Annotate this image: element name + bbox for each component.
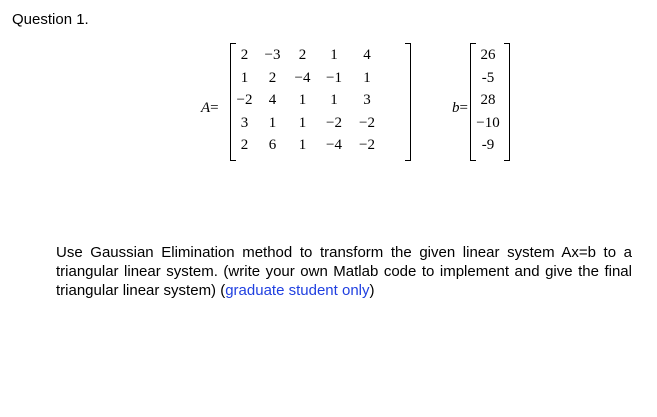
matrix-A-cell: −2 [326, 114, 342, 131]
matrix-A-cell: −4 [294, 69, 311, 86]
vector-b-symbol: b [452, 100, 460, 116]
vector-b-cell: -5 [481, 69, 495, 86]
matrix-A-cell: 2 [240, 137, 249, 153]
graduate-only-note: graduate student only [225, 282, 370, 299]
vector-b-label [452, 99, 468, 117]
matrix-A-cell: −2 [236, 92, 253, 108]
matrix-A-cell: 4 [268, 92, 277, 108]
matrix-A-right-bracket [405, 43, 411, 161]
matrix-A-equals: = [210, 100, 219, 116]
vector-b-equals: = [459, 100, 468, 116]
instructions-text: Use Gaussian Elimination method to transform the given linear system Ax=b to a triangular linear system. (write your own Matlab code to implement and give the final triangular linear system) ( [56, 244, 632, 299]
matrix-A-cell: −4 [326, 137, 342, 153]
matrix-A-cell: 1 [298, 92, 307, 108]
matrix-A-cell: −1 [326, 69, 342, 86]
matrix-A-cell: −3 [264, 47, 281, 63]
matrix-A-cell: 6 [268, 137, 277, 153]
matrix-A-cell: 1 [363, 69, 371, 86]
matrix-A-cell: 1 [240, 69, 249, 86]
matrix-A-cell: 4 [363, 47, 371, 63]
vector-b-grid [472, 44, 504, 157]
vector-b-cell: −10 [476, 114, 500, 131]
instructions-closing: ) [369, 282, 375, 299]
matrix-A-symbol: A [201, 100, 211, 116]
matrix-A-cell: 1 [268, 114, 277, 131]
matrix-A-cell: 2 [240, 47, 249, 63]
vector-b-cell: 26 [480, 47, 496, 63]
matrix-A-cell: 1 [298, 137, 307, 153]
matrix-A-cell: −2 [359, 137, 375, 153]
matrix-A-cell: 3 [363, 92, 371, 108]
vector-b-right-bracket [504, 43, 510, 161]
matrix-A-cell: 1 [330, 92, 338, 108]
matrix-A-grid [231, 44, 384, 157]
matrix-A-cell: −2 [359, 114, 375, 131]
matrix-A-cell: 3 [240, 114, 249, 131]
matrix-A-label [201, 99, 219, 117]
vector-b-cell: 28 [480, 92, 496, 108]
question-title: Question 1. [12, 11, 89, 28]
matrix-A-cell: 2 [268, 69, 277, 86]
matrix-A-cell: 1 [330, 47, 338, 63]
matrix-A-cell: 2 [298, 47, 307, 63]
vector-b-cell: -9 [481, 137, 495, 153]
matrix-A-cell: 1 [298, 114, 307, 131]
instructions-paragraph [56, 243, 632, 300]
